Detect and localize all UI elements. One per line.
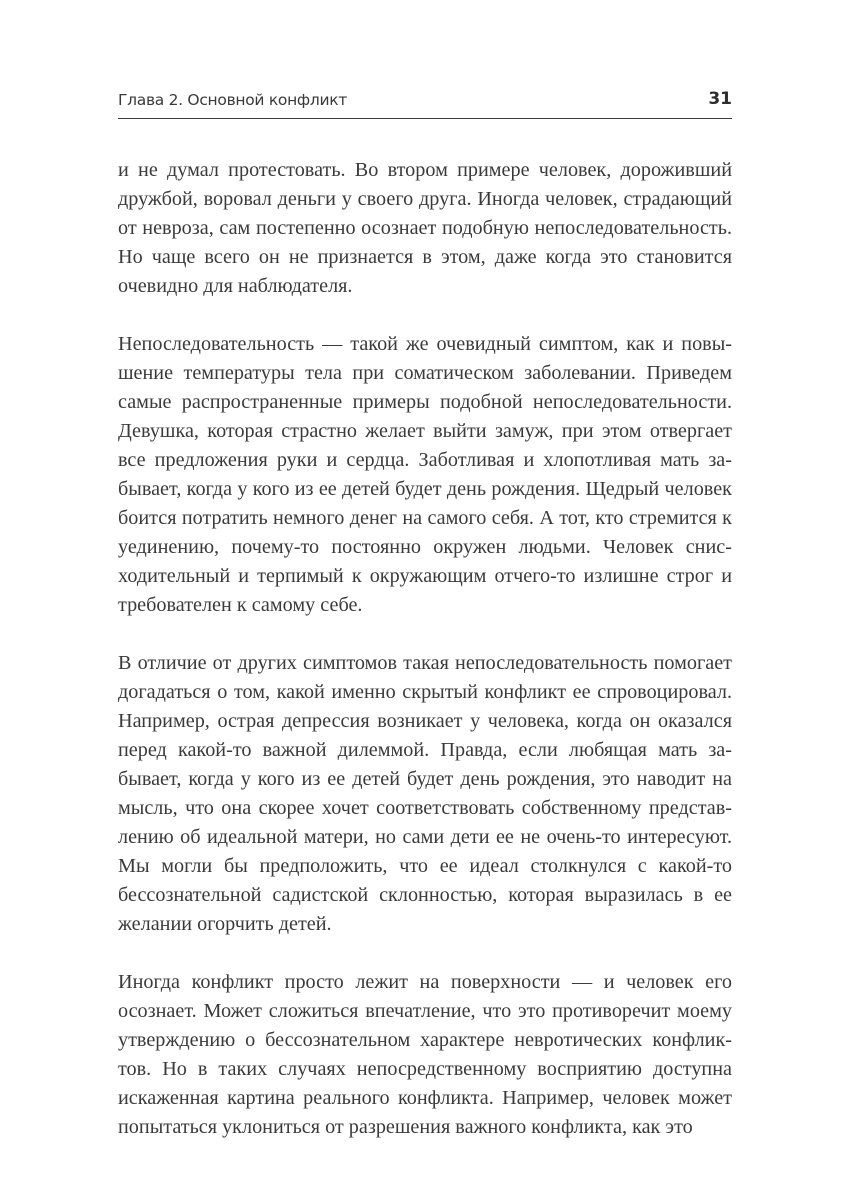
body-text — [118, 156, 732, 1142]
page-number: 31 — [708, 89, 732, 109]
chapter-title: Глава 2. Основной конфликт — [118, 91, 348, 109]
running-header — [118, 88, 732, 119]
book-page — [118, 0, 732, 1200]
paragraph: Непоследовательность — такой же очевидный симптом, как и повышение температуры тела при соматическом заболевании. Приведем самые распространенные примеры подобной непоследовательности. Девушка, которая страстно желает выйти замуж, при этом отвергает все предложения руки и сердца. Заботливая и хлопотливая мать забывает, когда у кого из ее детей будет день рождения. Щедрый человек боится потратить немного денег на самого себя. А тот, кто стремится к уединению, почему-то постоянно окружен людьми. Человек снисходительный и терпимый к окружающим отчего-то излишне строг и требователен к самому себе. — [118, 333, 732, 616]
paragraph: Иногда конфликт просто лежит на поверхности — и человек его осознает. Может сложиться впечатление, что это противоречит моему утверждению о бессознательном характере невротических конфликтов. Но в таких случаях непосредственному восприятию доступна искаженная картина реального конфликта. Например, человек может попытаться уклониться от разрешения важного конфликта, как это — [118, 971, 732, 1138]
paragraph: и не думал протестовать. Во втором примере человек, дороживший дружбой, воровал деньги у своего друга. Иногда человек, страдающий от невроза, сам постепенно осознает подобную непоследовательность. Но чаще всего он не признается в этом, даже когда это становится очевидно для наблюдателя. — [118, 159, 732, 297]
paragraph: В отличие от других симптомов такая непоследовательность помогает догадаться о том, какой именно скрытый конфликт ее спровоцировал. Например, острая депрессия возникает у человека, когда он оказался перед какой-то важной дилеммой. Правда, если любящая мать забывает, когда у кого из ее детей будет день рождения, это наводит на мысль, что она скорее хочет соответствовать собственному представлению об идеальной матери, но сами дети ее не очень-то интересуют. Мы могли бы предположить, что ее идеал столкнулся с какой-то бессознательной садистской склонностью, которая выразилась в ее желании огорчить детей. — [118, 652, 732, 935]
